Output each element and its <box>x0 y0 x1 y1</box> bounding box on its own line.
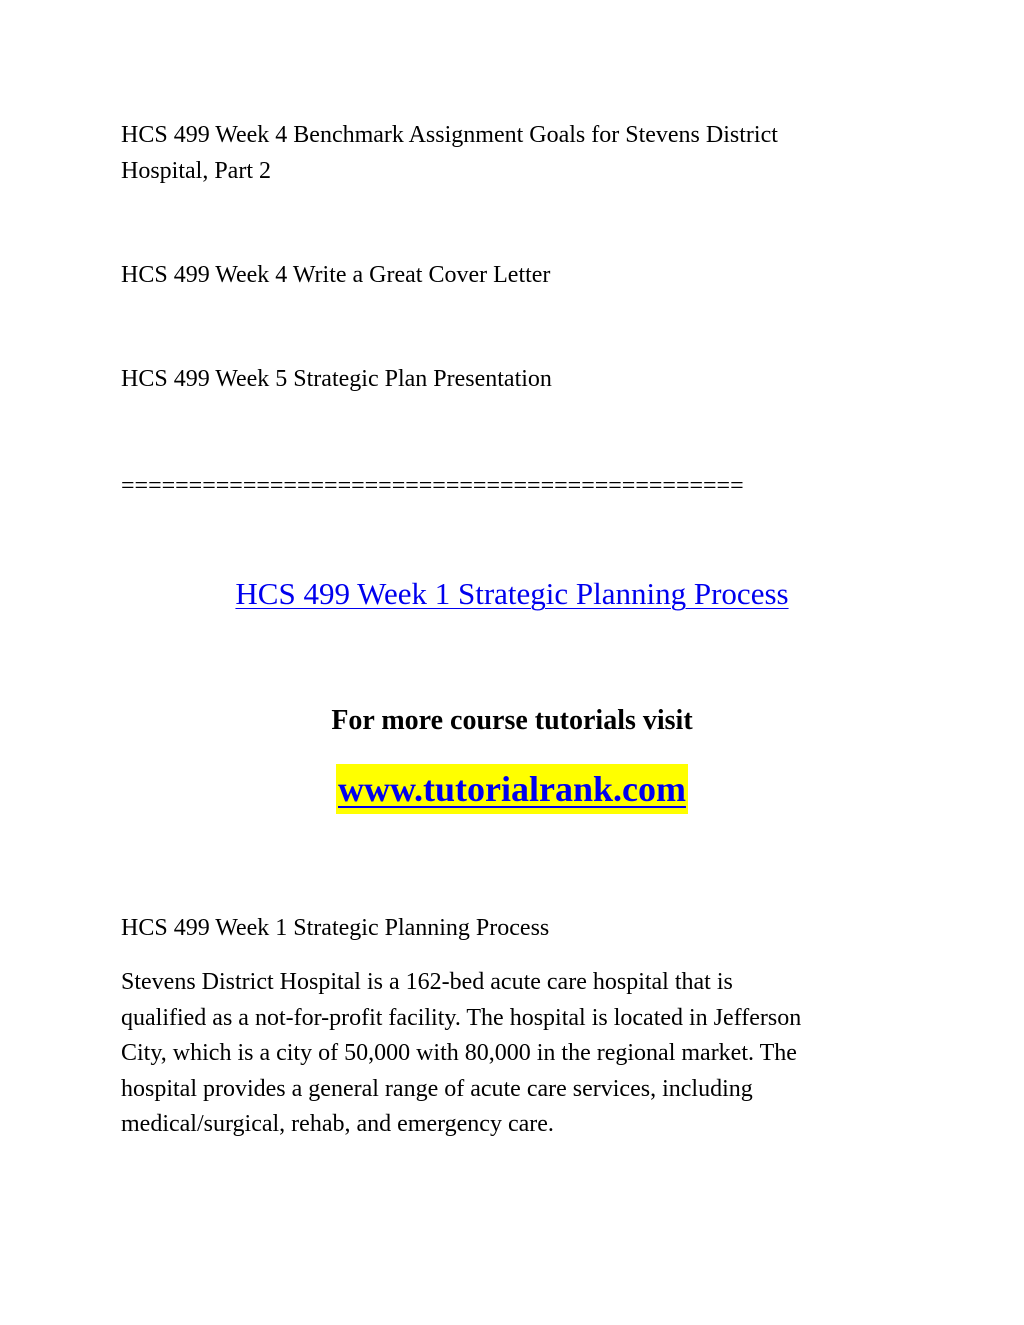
list-item-benchmark-assignment: HCS 499 Week 4 Benchmark Assignment Goals for Stevens District <box>121 122 778 148</box>
section-subheading: HCS 499 Week 1 Strategic Planning Process <box>121 915 550 941</box>
paragraph-line: medical/surgical, rehab, and emergency care. <box>121 1111 554 1137</box>
paragraph-line: City, which is a city of 50,000 with 80,000 in the regional market. The <box>121 1040 797 1066</box>
separator-line: ============================================== <box>121 473 744 499</box>
list-item-cover-letter: HCS 499 Week 4 Write a Great Cover Letter <box>121 262 551 288</box>
visit-prompt: For more course tutorials visit <box>331 705 693 736</box>
paragraph-line: hospital provides a general range of acute care services, including <box>121 1075 753 1102</box>
paragraph-line: qualified as a not-for-profit facility. The hospital is located in Jefferson <box>121 1004 802 1031</box>
list-item-benchmark-assignment-continued: Hospital, Part 2 <box>121 158 271 184</box>
paragraph-line: Stevens District Hospital is a 162-bed acute care hospital that is <box>121 969 733 995</box>
list-item-strategic-plan-presentation: HCS 499 Week 5 Strategic Plan Presentation <box>121 366 552 392</box>
description-paragraph <box>121 965 901 1143</box>
strategic-planning-process-link[interactable]: HCS 499 Week 1 Strategic Planning Process <box>235 576 789 611</box>
tutorialrank-url-link[interactable]: www.tutorialrank.com <box>336 764 688 814</box>
url-container <box>0 764 1024 814</box>
